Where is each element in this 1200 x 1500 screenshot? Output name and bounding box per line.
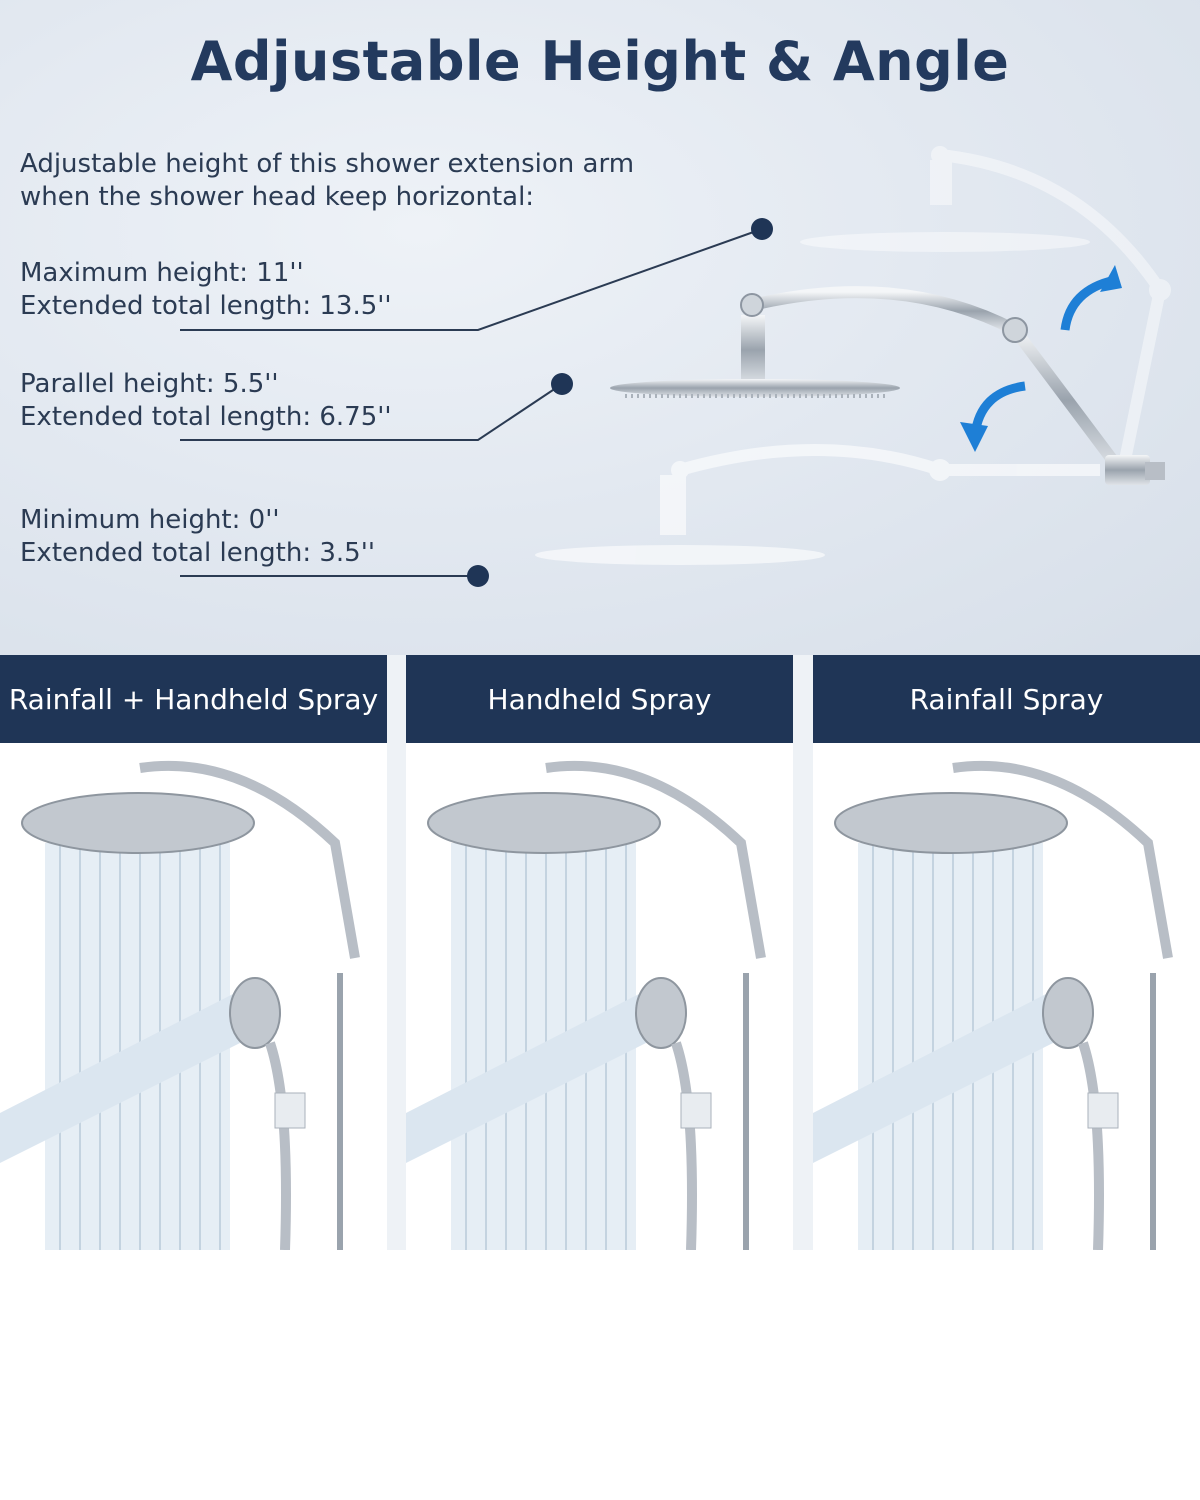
spec-min-height: Minimum height: 0'' <box>20 505 280 535</box>
handheld-head-icon <box>230 978 280 1048</box>
arrow-down-head-icon <box>960 422 988 452</box>
handheld-head-icon <box>636 978 686 1048</box>
adjustable-height-section <box>0 0 1200 655</box>
mode-header <box>813 655 1200 743</box>
rain-head-icon <box>428 793 660 853</box>
mode-header <box>406 655 793 743</box>
extension-arm-diagram <box>520 130 1200 590</box>
callout-dot-min <box>467 565 489 587</box>
intro-line-1: Adjustable height of this shower extension arm <box>20 149 635 179</box>
mode-label: Handheld Spray <box>487 682 712 716</box>
shower-illustration <box>813 743 1200 1250</box>
mode-header <box>0 655 387 743</box>
holder-bracket-icon <box>275 1093 305 1128</box>
intro-line-2: when the shower head keep horizontal: <box>20 182 535 212</box>
mode-label: Rainfall + Handheld Spray <box>8 682 379 716</box>
holder-bracket-icon <box>1088 1093 1118 1128</box>
mode-panel-rainfall <box>813 655 1200 1250</box>
spec-parallel-height: Parallel height: 5.5'' <box>20 369 279 399</box>
shower-illustration <box>0 743 387 1250</box>
arrow-up-head-icon <box>1100 265 1122 292</box>
page-title: Adjustable Height & Angle <box>190 30 1010 93</box>
spec-max-height: Maximum height: 11'' <box>20 258 304 288</box>
rain-head-icon <box>835 793 1067 853</box>
mode-label: Rainfall Spray <box>909 682 1104 716</box>
holder-bracket-icon <box>681 1093 711 1128</box>
arm-min-position <box>535 450 1100 565</box>
spec-max-length: Extended total length: 13.5'' <box>20 291 392 321</box>
shower-illustration <box>406 743 793 1250</box>
spec-parallel-length: Extended total length: 6.75'' <box>20 402 392 432</box>
handheld-head-icon <box>1043 978 1093 1048</box>
mode-panel-handheld <box>406 655 793 1250</box>
mode-panel-rainfall-handheld <box>0 655 387 1250</box>
callout-line-parallel <box>180 384 562 440</box>
spray-modes-row <box>0 655 1200 1250</box>
rain-head-icon <box>22 793 254 853</box>
spec-min-length: Extended total length: 3.5'' <box>20 538 376 568</box>
